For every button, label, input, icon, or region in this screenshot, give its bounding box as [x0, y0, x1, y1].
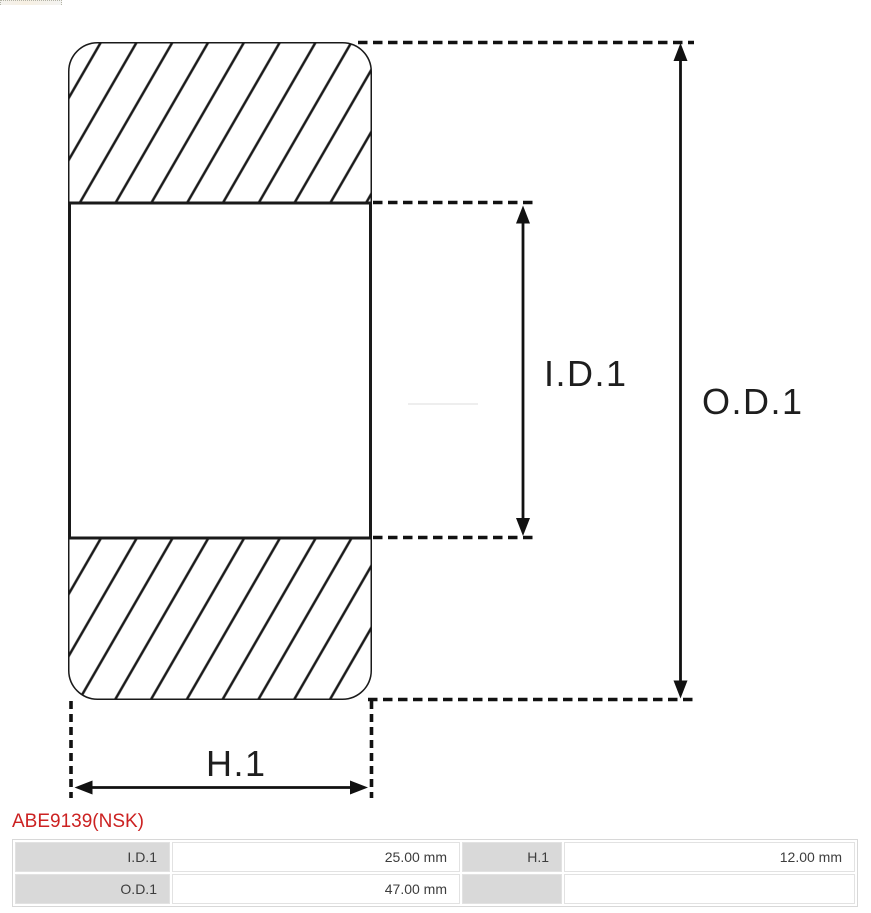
spec-table: [12, 839, 858, 907]
od-arrowhead-down: [674, 681, 688, 699]
spec-label-cell: [462, 874, 562, 904]
spec-label-cell: I.D.1: [15, 842, 170, 872]
inner-diameter-label: I.D.1: [544, 353, 628, 394]
product-code-link[interactable]: ABE9139(NSK): [12, 811, 145, 832]
spec-row-2: [15, 874, 855, 904]
bearing-body: [68, 44, 478, 699]
id-arrowhead-down: [516, 518, 530, 536]
spec-value-cell: [564, 874, 855, 904]
id-arrowhead-up: [516, 206, 530, 224]
spec-label-cell: O.D.1: [15, 874, 170, 904]
height-label: H.1: [206, 743, 267, 784]
top-hatched-section: [70, 44, 371, 204]
outer-diameter-dimension: [358, 43, 694, 700]
spec-label-cell: H.1: [462, 842, 562, 872]
h-arrowhead-right: [350, 781, 368, 795]
spec-value-cell: 12.00 mm: [564, 842, 855, 872]
outer-diameter-label: O.D.1: [702, 381, 804, 422]
bottom-hatched-section: [70, 538, 371, 699]
spec-value-cell: 25.00 mm: [172, 842, 460, 872]
clipped-logo-remnant: [0, 0, 62, 5]
inner-diameter-dimension: [373, 203, 533, 538]
od-arrowhead-up: [674, 43, 688, 61]
spec-value-cell: 47.00 mm: [172, 874, 460, 904]
h-arrowhead-left: [75, 781, 93, 795]
spec-row-1: [15, 842, 855, 872]
